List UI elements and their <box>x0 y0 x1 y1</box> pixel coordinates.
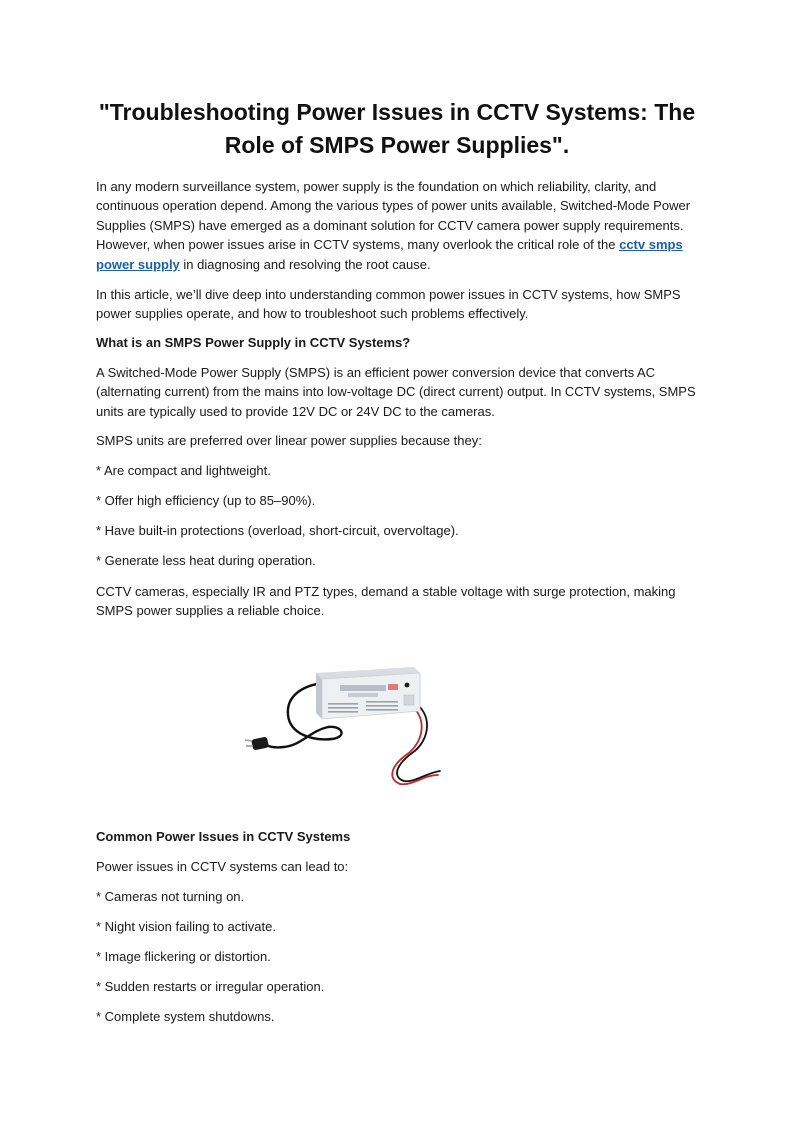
output-wire-red <box>392 705 438 784</box>
section-heading-common-issues: Common Power Issues in CCTV Systems <box>96 829 351 844</box>
smps-preferred-paragraph: SMPS units are preferred over linear power supplies because they: <box>96 433 482 448</box>
benefit-list-item: * Generate less heat during operation. <box>96 553 316 568</box>
section-heading-what-is-smps: What is an SMPS Power Supply in CCTV Systems? <box>96 335 411 350</box>
smps-power-supply-photo <box>244 655 458 785</box>
issue-list-item: * Cameras not turning on. <box>96 889 245 904</box>
smps-definition-paragraph: A Switched-Mode Power Supply (SMPS) is an efficient power conversion device that converts AC (alternating current) from the mains into low-voltage DC (direct current) output. In CCTV systems, SMPS units are typically used to provide 12V DC or 24V DC to the cameras. <box>96 365 696 419</box>
smps-enclosure <box>316 667 420 719</box>
benefit-list-item: * Offer high efficiency (up to 85–90%). <box>96 493 316 508</box>
issue-list-item: * Image flickering or distortion. <box>96 949 271 964</box>
issue-list-item: * Sudden restarts or irregular operation. <box>96 979 325 994</box>
intro-text-end: in diagnosing and resolving the root cause. <box>179 256 431 272</box>
benefit-list-item: * Are compact and lightweight. <box>96 463 271 478</box>
intro-text-start: In any modern surveillance system, power supply is the foundation on which reliability, clarity, and continuous operation depend. Among the various types of power units available, Switched-Mode Power Supplies (SMPS) have emerged as a dominant solution for CCTV camera power supply requirements. However, when power issues arise in CCTV systems, many overlook the critical role of the <box>96 179 691 253</box>
issue-list-item: * Night vision failing to activate. <box>96 919 276 934</box>
issues-intro-paragraph: Power issues in CCTV systems can lead to: <box>96 859 349 874</box>
intro-paragraph <box>96 177 704 274</box>
cctv-voltage-paragraph: CCTV cameras, especially IR and PTZ types, demand a stable voltage with surge protection, making SMPS power supplies a reliable choice. <box>96 584 676 619</box>
article-title <box>90 96 704 162</box>
plug-icon <box>245 736 269 750</box>
issue-list-item: * Complete system shutdowns. <box>96 1009 275 1024</box>
title-line-2: Role of SMPS Power Supplies". <box>224 132 570 158</box>
article-scope-paragraph: In this article, we’ll dive deep into understanding common power issues in CCTV systems, how SMPS power supplies operate, and how to troubleshoot such problems effectively. <box>96 287 681 322</box>
cctv-smps-power-supply-link[interactable]: cctv smps power supply <box>96 237 683 272</box>
title-line-1: "Troubleshooting Power Issues in CCTV Systems: The <box>98 99 696 125</box>
benefit-list-item: * Have built-in protections (overload, short-circuit, overvoltage). <box>96 523 459 538</box>
